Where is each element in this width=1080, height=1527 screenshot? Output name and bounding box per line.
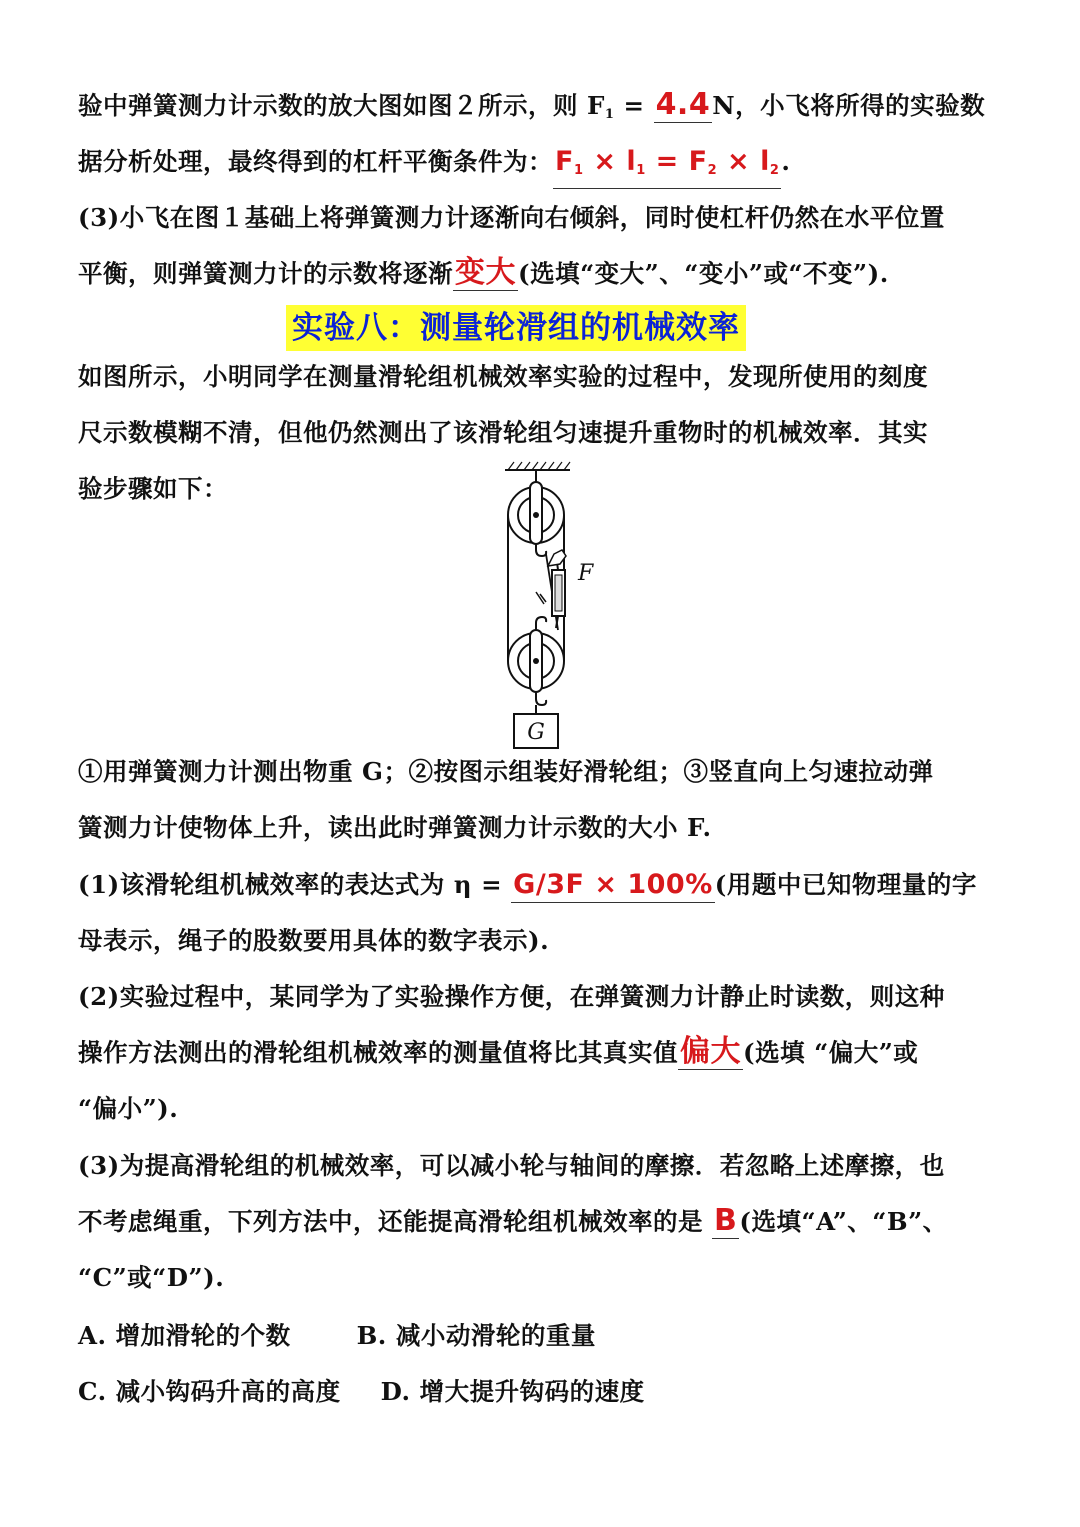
q2-line1: (2)实验过程中，某同学为了实验操作方便，在弹簧测力计静止时读数，则这种 (78, 982, 945, 1011)
pulley-figure (490, 458, 620, 758)
options-row2 (78, 1372, 1008, 1412)
intro-line3: 验步骤如下： (78, 474, 228, 503)
para1-line4: 平衡，则弹簧测力计的示数将逐渐变大(选填“变大”、“变小”或“不变”). (78, 255, 889, 290)
steps-line2: 簧测力计使物体上升，读出此时弹簧测力计示数的大小 F. (78, 813, 712, 842)
option-d: D. 增大提升钩码的速度 (380, 1377, 645, 1406)
q3-line3: “C”或“D”). (78, 1263, 225, 1292)
q1-line1: (1)该滑轮组机械效率的表达式为 η = G/3F × 100%(用题中已知物理量的字 (78, 865, 1008, 905)
weight-label: G (527, 720, 545, 745)
answer-efficiency: G/3F × 100% (511, 868, 715, 903)
options-row1 (78, 1316, 1008, 1356)
movable-pulley (508, 630, 564, 692)
answer-trend: 变大 (455, 255, 516, 290)
force-label: F (578, 561, 594, 586)
option-a: A. 增加滑轮的个数 (78, 1321, 291, 1350)
weight-block (514, 714, 558, 748)
option-b: B. 减小动滑轮的重量 (356, 1321, 596, 1350)
answer-choice: B (714, 1203, 738, 1238)
intro-line2: 尺示数模糊不清，但他仍然测出了该滑轮组匀速提升重物时的机械效率．其实 (78, 418, 928, 447)
q1-line2: 母表示，绳子的股数要用具体的数字表示). (78, 926, 550, 955)
intro-line1: 如图所示，小明同学在测量滑轮组机械效率实验的过程中，发现所使用的刻度 (78, 362, 928, 391)
q3-line1: (3)为提高滑轮组的机械效率，可以减小轮与轴间的摩擦．若忽略上述摩擦，也 (78, 1151, 945, 1180)
steps-line1: ①用弹簧测力计测出物重 G；②按图示组装好滑轮组；③竖直向上匀速拉动弹 (78, 757, 934, 786)
q2-line3: “偏小”). (78, 1094, 179, 1123)
fixed-pulley (508, 482, 564, 544)
para1-line2: 据分析处理，最终得到的杠杆平衡条件为：$F_1 \times l_1 = F_2 \times l_2$. (78, 142, 1008, 189)
answer-f1: 4.4 (655, 87, 711, 122)
option-c: C. 减小钩码升高的高度 (78, 1377, 341, 1406)
para1-line3: (3)小飞在图１基础上将弹簧测力计逐渐向右倾斜，同时使杠杆仍然在水平位置 (78, 203, 945, 232)
answer-lever-condition: $F_1 \times l_1 = F_2 \times l_2$ (553, 145, 781, 189)
q3-line2: 不考虑绳重，下列方法中，还能提高滑轮组机械效率的是 B(选填“A”、“B”、 (78, 1203, 948, 1238)
answer-measured: 偏大 (680, 1034, 741, 1069)
para1-line1: 验中弹簧测力计示数的放大图如图２所示，则 $F_1 = 4.4N$，小飞将所得的实验数 (78, 87, 986, 122)
section-title: 实验八：测量轮滑组的机械效率 (286, 305, 746, 351)
q2-line2: 操作方法测出的滑轮组机械效率的测量值将比其真实值偏大(选填 “偏大”或 (78, 1034, 919, 1069)
